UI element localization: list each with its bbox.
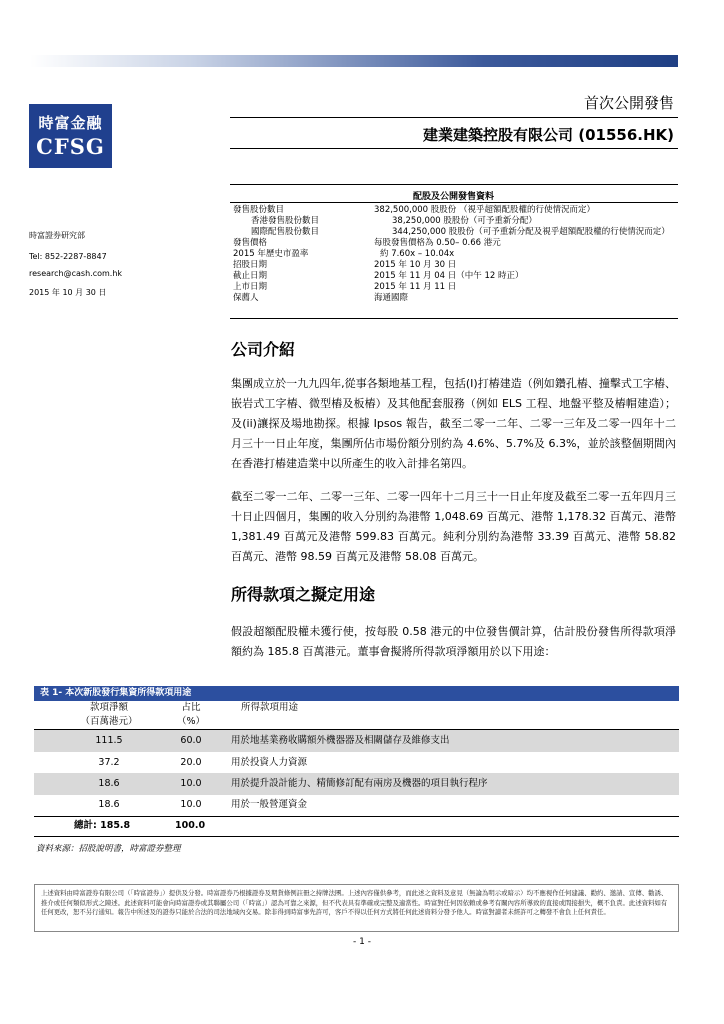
offer-row <box>231 271 672 282</box>
offer-title-rule <box>230 202 678 203</box>
offer-key: 截止日期 <box>233 271 268 281</box>
header-gradient-bar <box>30 55 678 67</box>
offer-section-title: 配股及公開發售資料 <box>412 192 494 202</box>
report-date: 2015 年 10 月 30 日 <box>29 288 107 297</box>
table-row <box>34 773 679 795</box>
offer-row <box>231 282 672 293</box>
table-row <box>34 752 679 774</box>
contact-email: research@cash.com.hk <box>29 269 123 278</box>
row-pct: 10.0 <box>180 778 202 789</box>
offer-row <box>231 249 672 260</box>
table-source: 資料來源：招股說明書，時富證券整理 <box>36 844 181 854</box>
offer-value: 每股發售價格為 0.50– 0.66 港元 <box>374 238 501 248</box>
row-pct: 60.0 <box>180 735 202 746</box>
row-pct: 10.0 <box>180 799 202 810</box>
col-pct-header-2: （%） <box>176 716 206 727</box>
offer-value: 344,250,000 股股份（可予重新分配及視乎超額配股權的行使情況而定） <box>392 227 670 237</box>
row-use: 用於提升設計能力、精簡修訂配有兩房及機器的項目執行程序 <box>231 778 488 789</box>
offer-row <box>231 227 672 238</box>
offer-row <box>231 205 672 216</box>
table-bottom-rule <box>34 836 679 837</box>
header-divider <box>230 117 678 118</box>
row-amount: 37.2 <box>98 757 120 768</box>
table-total-row <box>34 816 679 836</box>
offer-top-rule <box>230 184 678 185</box>
row-use: 用於地基業務收購額外機器器及相關儲存及維修支出 <box>231 735 450 746</box>
document-type: 首次公開發售 <box>583 94 674 112</box>
table-caption: 表 1- 本次新股發行集資所得款項用途 <box>34 686 679 701</box>
offer-value: 2015 年 10 月 30 日 <box>374 260 457 270</box>
col-amount-header-2: （百萬港元） <box>80 716 138 727</box>
research-dept: 時富證券研究部 <box>29 231 85 240</box>
row-pct: 20.0 <box>180 757 202 768</box>
cfsg-logo <box>29 104 112 168</box>
offer-key: 香港發售股份數目 <box>251 216 320 226</box>
offer-value: 382,500,000 股股份 （視乎超額配股權的行使情況而定） <box>374 205 595 215</box>
offer-value: 約 7.60x – 10.04x <box>380 249 455 259</box>
logo-english: CFSG <box>36 134 105 159</box>
intro-heading: 公司介紹 <box>231 340 296 359</box>
offer-value: 2015 年 11 月 11 日 <box>374 282 457 292</box>
row-use: 用於投資人力資源 <box>231 757 308 768</box>
offer-value: 2015 年 11 月 04 日（中午 12 時正） <box>374 271 524 281</box>
header-divider-2 <box>230 148 678 149</box>
row-use: 用於一般營運資金 <box>231 799 308 810</box>
intro-paragraph-1: 集團成立於一九九四年,從事各類地基工程，包括(I)打樁建造（例如鑽孔樁、撞擊式工字樁、嵌岩式工字樁、微型樁及板樁）及其他配套服務（例如 ELS 工程、地盤平整及樁帽建造）；及(ii)讓探及場地勘探。根據 Ipsos 報告，截至二零一二年、二零一三年及二零一四年十二月三十一日止年度，集團所佔市場份額分別約為 4.6%、5.7%及 6.3%，並於該整個期間內在香港打樁建造業中以所產生的收入計排名第四。 <box>231 377 676 470</box>
offer-row <box>231 293 672 304</box>
page-number: - 1 - <box>353 937 371 947</box>
offer-key: 招股日期 <box>233 260 268 270</box>
offer-key: 發售股份數目 <box>233 205 285 215</box>
offer-key: 國際配售股份數目 <box>251 227 320 237</box>
total-pct: 100.0 <box>175 820 206 831</box>
intro-paragraph-2: 截至二零一二年、二零一三年、二零一四年十二月三十一日止年度及截至二零一五年四月三十日止四個月，集團的收入分別約為港幣 1,048.69 百萬元、港幣 1,178.32 百萬元、港幣 1,381.49 百萬元及港幣 599.83 百萬元。純利分別約為港幣 33.39 百萬元、港幣 58.82 百萬元、港幣 98.59 百萬元及港幣 58.08 百萬元。 <box>231 490 676 563</box>
offer-value: 海通國際 <box>374 293 409 303</box>
offer-row <box>231 216 672 227</box>
proceeds-paragraph: 假設超額配股權未獲行使，按每股 0.58 港元的中位發售價計算，估計股份發售所得款項淨額約為 185.8 百萬港元。董事會擬將所得款項淨額用於以下用途： <box>231 625 676 658</box>
row-amount: 111.5 <box>95 735 123 746</box>
offer-info-table <box>231 205 672 304</box>
table-row <box>34 730 679 752</box>
offer-bottom-rule <box>230 318 678 319</box>
col-use-header: 所得款項用途 <box>241 702 299 713</box>
row-amount: 18.6 <box>98 778 120 789</box>
offer-key: 保薦人 <box>233 293 259 303</box>
offer-row <box>231 238 672 249</box>
col-pct-header-1: 占比 <box>181 702 201 713</box>
offer-key: 上市日期 <box>233 282 268 292</box>
offer-key: 2015 年歷史市盈率 <box>233 249 309 259</box>
offer-value: 38,250,000 股股份（可予重新分配） <box>392 216 537 226</box>
row-amount: 18.6 <box>98 799 120 810</box>
table-row <box>34 794 679 816</box>
offer-key: 發售價格 <box>233 238 268 248</box>
contact-tel: Tel: 852-2287-8847 <box>29 252 107 261</box>
company-title: 建業建築控股有限公司 (01556.HK) <box>423 126 674 144</box>
col-amount-header-1: 款項淨額 <box>89 702 128 713</box>
total-amount: 總計: 185.8 <box>74 820 131 831</box>
proceeds-heading: 所得款項之擬定用途 <box>231 585 376 604</box>
disclaimer-box: 上述資料由時富證券有限公司（「時富證券」）提供及分發。時富證券乃根據證券及期貨條例註冊之持牌法團。上述內容僅供參考，而此述之資料及意見（無論為明示或暗示）均不應視作任何建議、勸約、邀請、宣傳、勸誘、推介或任何類似形式之陳述。此述資料可能會向時富證券或其聯屬公司（「時富」）認為可靠之來源，但不代表具有準確或完整及適當性。時富對任何因依賴或參考有關內容所導致的直接或間接損失，概不負責。此述資料如有任何更改，恕不另行通知。報告中所述及的證券只能於合法的司法地域內交易。除非得到時富事先許可，客戶不得以任何方式將任何此述資料分發予他人。時富對讀者未經許可之轉發不會負上任何責任。 <box>34 884 679 932</box>
logo-chinese: 時富金融 <box>38 114 103 132</box>
offer-row <box>231 260 672 271</box>
